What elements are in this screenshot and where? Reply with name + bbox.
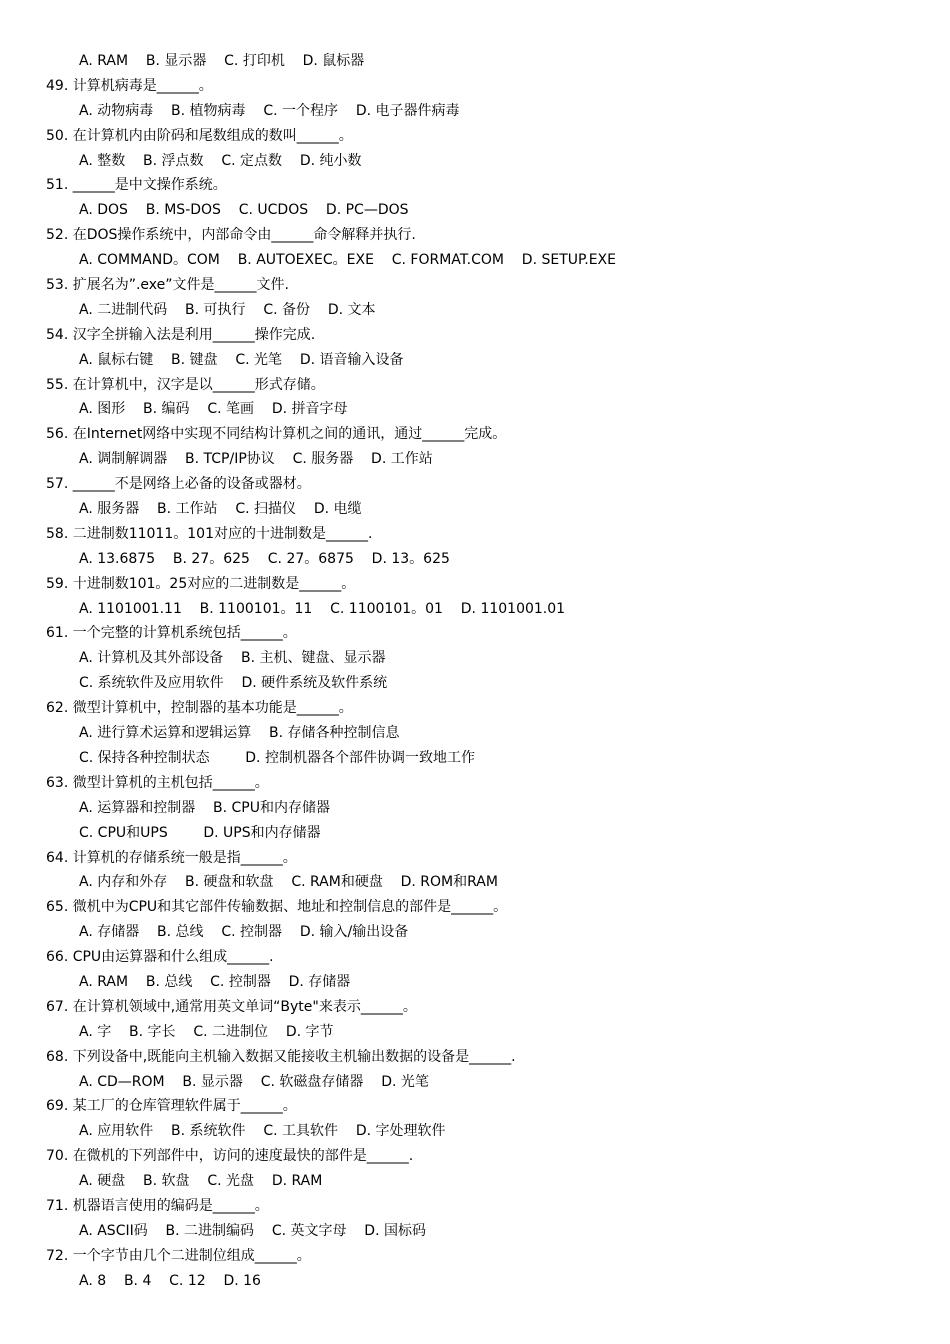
answer-options: A. 8 B. 4 C. 12 D. 16 [79, 1272, 261, 1289]
question-text: 64. 计算机的存储系统一般是指______。 [46, 849, 297, 866]
question-text: 55. 在计算机中，汉字是以______形式存储。 [46, 376, 325, 393]
answer-options: A. 服务器 B. 工作站 C. 扫描仪 D. 电缆 [79, 501, 362, 518]
question-text: 59. 十进制数101。25对应的二进制数是______。 [46, 575, 356, 592]
question-text: 69. 某工厂的仓库管理软件属于______。 [46, 1098, 297, 1115]
answer-options: C. 系统软件及应用软件 D. 硬件系统及软件系统 [79, 675, 388, 692]
question-text: 54. 汉字全拼输入法是利用______操作完成. [46, 326, 316, 343]
answer-options: A. RAM B. 总线 C. 控制器 D. 存储器 [79, 973, 351, 990]
answer-options: A. 鼠标右键 B. 键盘 C. 光笔 D. 语音输入设备 [79, 351, 404, 368]
answer-options: A. 1101001.11 B. 1100101。11 C. 1100101。01 D. 1101001.01 [79, 600, 566, 617]
question-text: 53. 扩展名为”.exe”文件是______文件. [46, 277, 289, 294]
answer-options: A. CD—ROM B. 显示器 C. 软磁盘存储器 D. 光笔 [79, 1073, 429, 1090]
answer-options: A. 运算器和控制器 B. CPU和内存储器 [79, 799, 331, 816]
answer-options: A. 整数 B. 浮点数 C. 定点数 D. 纯小数 [79, 152, 362, 169]
answer-options: A. 图形 B. 编码 C. 笔画 D. 拼音字母 [79, 401, 348, 418]
answer-options: A. 应用软件 B. 系统软件 C. 工具软件 D. 字处理软件 [79, 1123, 446, 1140]
question-text: 50. 在计算机内由阶码和尾数组成的数叫______。 [46, 127, 353, 144]
question-text: 66. CPU由运算器和什么组成______. [46, 949, 274, 966]
answer-options: A. 内存和外存 B. 硬盘和软盘 C. RAM和硬盘 D. ROM和RAM [79, 874, 498, 891]
answer-options: A. 存储器 B. 总线 C. 控制器 D. 输入/输出设备 [79, 924, 409, 941]
answer-options: A. COMMAND。COM B. AUTOEXEC。EXE C. FORMAT.COM D. SETUP.EXE [79, 252, 616, 269]
answer-options: A. 动物病毒 B. 植物病毒 C. 一个程序 D. 电子器件病毒 [79, 102, 460, 119]
answer-options: A. 二进制代码 B. 可执行 C. 备份 D. 文本 [79, 301, 376, 318]
answer-options: A. 13.6875 B. 27。625 C. 27。6875 D. 13。625 [79, 550, 450, 567]
question-text: 65. 微机中为CPU和其它部件传输数据、地址和控制信息的部件是______。 [46, 899, 508, 916]
answer-options: A. 字 B. 字长 C. 二进制位 D. 字节 [79, 1023, 334, 1040]
question-text: 70. 在微机的下列部件中，访问的速度最快的部件是______. [46, 1148, 414, 1165]
answer-options: A. 硬盘 B. 软盘 C. 光盘 D. RAM [79, 1173, 323, 1190]
question-text: 72. 一个字节由几个二进制位组成______。 [46, 1247, 311, 1264]
question-text: 62. 微型计算机中，控制器的基本功能是______。 [46, 700, 353, 717]
question-text: 67. 在计算机领域中,通常用英文单词“Byte"来表示______。 [46, 998, 417, 1015]
answer-options: C. CPU和UPS D. UPS和内存储器 [79, 824, 321, 841]
question-text: 56. 在Internet网络中实现不同结构计算机之间的通讯，通过______完成。 [46, 426, 507, 443]
question-text: 52. 在DOS操作系统中，内部命令由______命令解释并执行. [46, 227, 416, 244]
question-text: 61. 一个完整的计算机系统包括______。 [46, 625, 297, 642]
question-text: 57. ______不是网络上必备的设备或器材。 [46, 476, 311, 493]
question-text: 49. 计算机病毒是______。 [46, 77, 213, 94]
question-text: 51. ______是中文操作系统。 [46, 177, 227, 194]
answer-options: A. RAM B. 显示器 C. 打印机 D. 鼠标器 [79, 53, 365, 69]
question-text: 58. 二进制数11011。101对应的十进制数是______. [46, 525, 373, 542]
answer-options: A. 计算机及其外部设备 B. 主机、键盘、显示器 [79, 650, 386, 667]
question-text: 71. 机器语言使用的编码是______。 [46, 1197, 269, 1214]
exam-page [0, 49, 950, 1294]
answer-options: A. DOS B. MS-DOS C. UCDOS D. PC—DOS [79, 202, 409, 219]
answer-options: A. ASCII码 B. 二进制编码 C. 英文字母 D. 国标码 [79, 1222, 426, 1239]
answer-options: C. 保持各种控制状态 D. 控制机器各个部件协调一致地工作 [79, 749, 475, 766]
question-text: 68. 下列设备中,既能向主机输入数据又能接收主机输出数据的设备是______. [46, 1048, 516, 1065]
answer-options: A. 进行算术运算和逻辑运算 B. 存储各种控制信息 [79, 725, 400, 742]
answer-options: A. 调制解调器 B. TCP/IP协议 C. 服务器 D. 工作站 [79, 451, 433, 468]
question-text: 63. 微型计算机的主机包括______。 [46, 774, 269, 791]
